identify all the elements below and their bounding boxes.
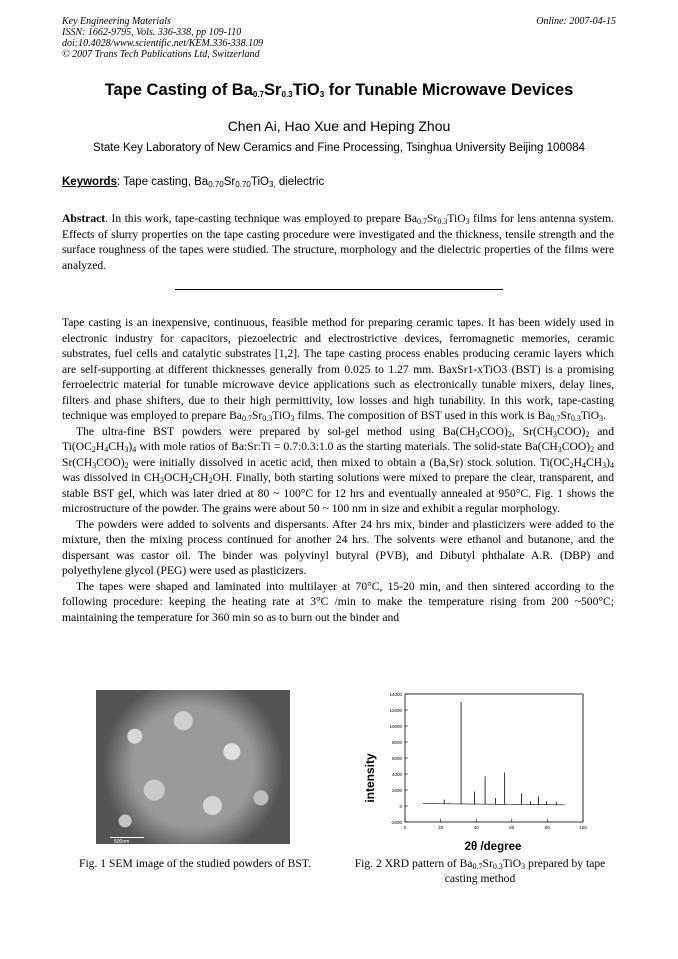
figure-1-caption: Fig. 1 SEM image of the studied powders of BST. <box>79 857 311 870</box>
chart-xlabel: 2θ /degree <box>464 841 522 853</box>
y-tick-label: 6000 <box>391 756 402 761</box>
doi-line: doi:10.4028/www.scientific.net/KEM.336-338.109 <box>62 38 264 49</box>
copyright-line: © 2007 Trans Tech Publications Ltd, Switzerland <box>62 49 260 60</box>
x-tick-label: 40 <box>473 825 479 830</box>
y-tick-label: 14000 <box>389 692 402 697</box>
x-tick-label: 80 <box>544 825 550 830</box>
scale-label: 500nm <box>114 839 130 845</box>
section-divider <box>175 289 503 290</box>
y-tick-label: 8000 <box>391 740 402 745</box>
x-tick-label: 0 <box>403 825 407 830</box>
x-tick-label: 100 <box>579 825 587 830</box>
y-tick-label: 0 <box>399 804 402 809</box>
y-tick-label: 10000 <box>389 724 402 729</box>
y-tick-label: 12000 <box>389 708 402 713</box>
abstract-label: Abstract <box>62 212 106 225</box>
sem-image <box>96 690 290 844</box>
figure-2-caption: Fig. 2 XRD pattern of $Ba_{0.7}Sr_{0.3}TiO_3$ prepared by tape casting method <box>354 857 606 885</box>
online-date: Online: 2007-04-15 <box>536 16 616 27</box>
chart-ylabel: intensity <box>363 753 377 803</box>
paragraph-3: The powders were added to solvents and dispersants. After 24 hrs mix, binder and plasticizers were added to the mixture, then the mixing process continued for another 24 hrs. The solvents were ethanol and butanone, and the dispersant was castor oil. The binder was polyvinyl butyral (PVB), and Dibutyl phthalate A.R. (DBP) and polyethylene glycol (PEG) were used as plasticizers. <box>62 517 614 577</box>
issn-line: ISSN: 1662-9795, Vols. 336-338, pp 109-110 <box>62 27 242 38</box>
paragraph-2: The ultra-fine BST powders were prepared by sol-gel method using $Ba(CH_3COO)_2$, $Sr(CH_3COO)_2$ and $Ti(OC_2H_4CH_3)_4$ with mole ratios of Ba:Sr:Ti = 0.7:0.3:1.0 as the starting materials. The solid-state $Ba(CH_3COO)_2$ and $Sr(CH_3COO)_2$ were initially dissolved in acetic acid, then mixed to obtain a (Ba,Sr) stock solution. $Ti(OC_2H_4CH_3)_4$ was dissolved in $CH_3OCH_2CH_2OH$. Finally, both starting solutions were mixed to prepare the clear, transparent, and stable BST gel, which was later dried at 80 ~ 100°C for 12 hrs and eventually annealed at 950°C. Fig. 1 shows the microstructure of the powder. The grains were about 50 ~ 100 nm in size and exhibit a regular morphology. <box>62 424 615 515</box>
keywords-label: Keywords <box>62 176 117 188</box>
affiliation: State Key Laboratory of New Ceramics and Fine Processing, Tsinghua University Beijing 100084 <box>93 142 585 154</box>
y-tick-label: 4000 <box>391 772 402 777</box>
authors: Chen Ai, Hao Xue and Heping Zhou <box>227 118 451 134</box>
journal-name: Key Engineering Materials <box>62 16 171 27</box>
paragraph-4: The tapes were shaped and laminated into multilayer at 70°C, 15-20 min, and then sintered according to the following procedure: keeping the heating rate at 3°C /min to make the temperature rising from 200 ~500°C; maintaining the temperature for 360 min so as to burn out the binder and <box>62 579 614 624</box>
x-tick-label: 60 <box>509 825 515 830</box>
xrd-chart <box>357 686 597 854</box>
y-tick-label: -2000 <box>390 820 402 825</box>
keywords: Keywords: Tape casting, $Ba_{0.70}Sr_{0.70}TiO_{3,}$ dielectric <box>62 176 325 189</box>
scale-bar <box>110 837 144 838</box>
main-body <box>62 315 614 625</box>
x-tick-label: 20 <box>438 825 444 830</box>
paragraph-1: Tape casting is an inexpensive, continuous, feasible method for preparing ceramic tapes. It has been widely used in electronic industry for capacitors, piezoelectric and electrostrictive devices, ferromagnetic memories, ceramic substrates, fuel cells and catalytic substrates [1,2]. The tape casting process enables producing ceramic layers which are self-supporting at different thicknesses generally from 0.025 to 1.27 mm. BaxSr1-xTiO3 (BST) is a promising ferroelectric material for tunable microwave device applications such as electronically tunable mixers, delay lines, filters and phase shifters, due to their high permittivity, low losses and high tunability. In this work, tape-casting technique was employed to prepare $Ba_{0.7}Sr_{0.3}TiO_3$ films. The composition of BST used in this work is $Ba_{0.7}Sr_{0.3}TiO_3$. <box>62 316 614 423</box>
paper-title: Tape Casting of $Ba_{0.7}Sr_{0.3}TiO_3$ for Tunable Microwave Devices <box>104 81 574 99</box>
abstract: Abstract. In this work, tape-casting technique was employed to prepare $Ba_{0.7}Sr_{0.3}TiO_3$ films for lens antenna system. Effects of slurry properties on the tape casting procedure were investigated and the thickness, tensile strength and the surface roughness of the tapes were studied. The structure, morphology and the dielectric properties of the films were analyzed. <box>62 212 614 272</box>
journal-header <box>62 16 263 60</box>
y-tick-label: 2000 <box>391 788 402 793</box>
